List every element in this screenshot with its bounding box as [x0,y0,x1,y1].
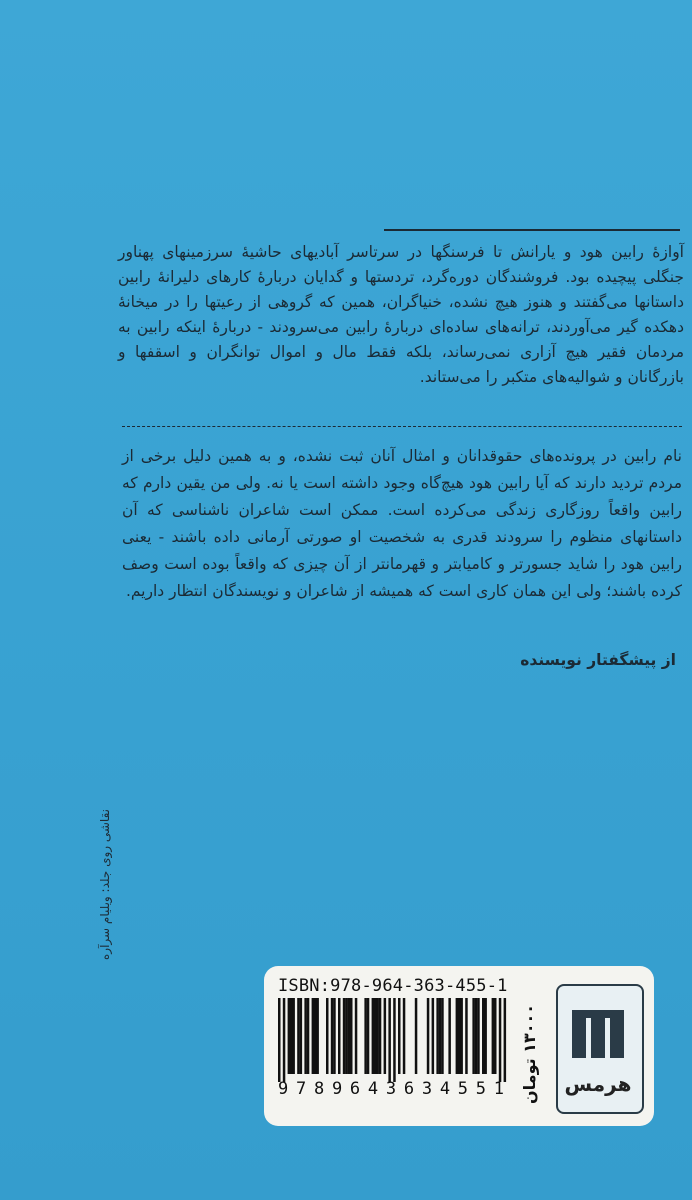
barcode-bar [343,998,346,1074]
barcode-bar [376,998,379,1074]
barcode-bar [427,998,430,1074]
publisher-logo-icon [570,1004,626,1064]
barcode-bar [484,998,487,1074]
barcode-bar [304,998,307,1074]
barcode-bar [348,998,351,1074]
publisher-name: هرمس [564,1072,632,1096]
barcode-bar [364,998,367,1074]
barcode-bar [372,998,375,1074]
barcode-bar [314,998,317,1074]
barcode-bar [475,998,478,1074]
barcode-bar [367,998,370,1074]
barcode-bar [292,998,295,1074]
barcode-bar [472,998,475,1074]
barcode-bar [492,998,495,1074]
barcode-bar [338,998,341,1074]
barcode-digits: 9789643634551 [278,1079,504,1096]
price-label: ۱۳۰۰۰ تومان [520,1003,539,1104]
barcode-bar [290,998,293,1074]
barcode-bar [316,998,319,1074]
barcode-bar [278,998,281,1082]
barcode-bar [288,998,291,1074]
barcode-bar [297,998,300,1074]
barcode-bar [350,998,353,1074]
barcode-bar [415,998,418,1074]
barcode-bar [379,998,382,1074]
barcode-bar [403,998,406,1074]
barcode-bar [283,998,286,1082]
barcode-bar [499,998,502,1082]
barcode-bar [345,998,348,1074]
cover-art-credit: نقاشی روی جلد: ویلیام سرآره [98,808,112,960]
barcode-bar [504,998,507,1082]
barcode-bar [388,998,391,1082]
barcode-bar [477,998,480,1074]
barcode-bar [300,998,303,1074]
barcode [276,996,508,1096]
barcode-bar [307,998,310,1074]
blurb-paragraph-2: نام رابین در پرونده‌های حقوقدانان و امثال آنان ثبت نشده، و به همین دلیل برخی از مردم تردید دارند که آیا رابین هود هیچ‌گاه وجود داشته است یا نه. ولی من یقین دارم که رابین واقعاً روزگاری زندگی می‌کرده است. ممکن است شاعران ناشناسی که آن داستانهای منظوم را سرودند قدری به شخصیت او صورتی آرمانی داده باشند - یعنی رابین هود را شاید جسورتر و کامیابتر و قهرمانتر از آن چیزی که واقعاً بوده است وصف کرده باشند؛ ولی این همان کاری است که همیشه از شاعران و نویسندگان انتظار داریم. [122,447,682,600]
barcode-bar [482,998,485,1074]
blurb-paragraph-1: آوازهٔ رابین هود و یارانش تا فرسنگها در سرتاسر آبادیهای حاشیهٔ سرزمینهای پهناور جنگلی پیچیده بود. فروشندگان دوره‌گرد، تردستها و گدایان دربارهٔ کارهای دلیرانهٔ رابین داستانها می‌گفتند و هنوز هیچ نشده، خنیاگران، همین که گروهی از رعیتها را در میخانهٔ دهکده گیر می‌آوردند، ترانه‌های ساده‌ای دربارهٔ رابین می‌سرودند - دربارهٔ اینکه رابین به مردمان فقیر هیچ آزاری نمی‌رساند، بلکه فقط مال و اموال توانگران و اسقفها و بازرگانان و شوالیه‌های متکبر را می‌ستاند. [118,243,684,386]
barcode-bar [333,998,336,1074]
barcode-bar [441,998,444,1074]
barcode-bar [439,998,442,1074]
barcode-bar [355,998,358,1074]
barcode-bar [398,998,401,1074]
barcode-bar [494,998,497,1074]
top-rule [384,229,680,231]
barcode-bar [460,998,463,1074]
barcode-bar [432,998,435,1074]
quote-source: از پیشگفتار نویسنده [520,651,676,669]
barcode-bar [458,998,461,1074]
barcode-bar [326,998,329,1074]
isbn-label: ISBN:978-964-363-455-1 [278,976,508,996]
barcode-bar [448,998,451,1074]
barcode-bar [393,998,396,1082]
barcode-bar [374,998,377,1074]
dashed-divider [122,426,682,427]
barcode-bar [436,998,439,1074]
barcode-bar [312,998,315,1074]
barcode-bar [384,998,387,1074]
barcode-bar [331,998,334,1074]
barcode-bar [456,998,459,1074]
barcode-bar [465,998,468,1074]
